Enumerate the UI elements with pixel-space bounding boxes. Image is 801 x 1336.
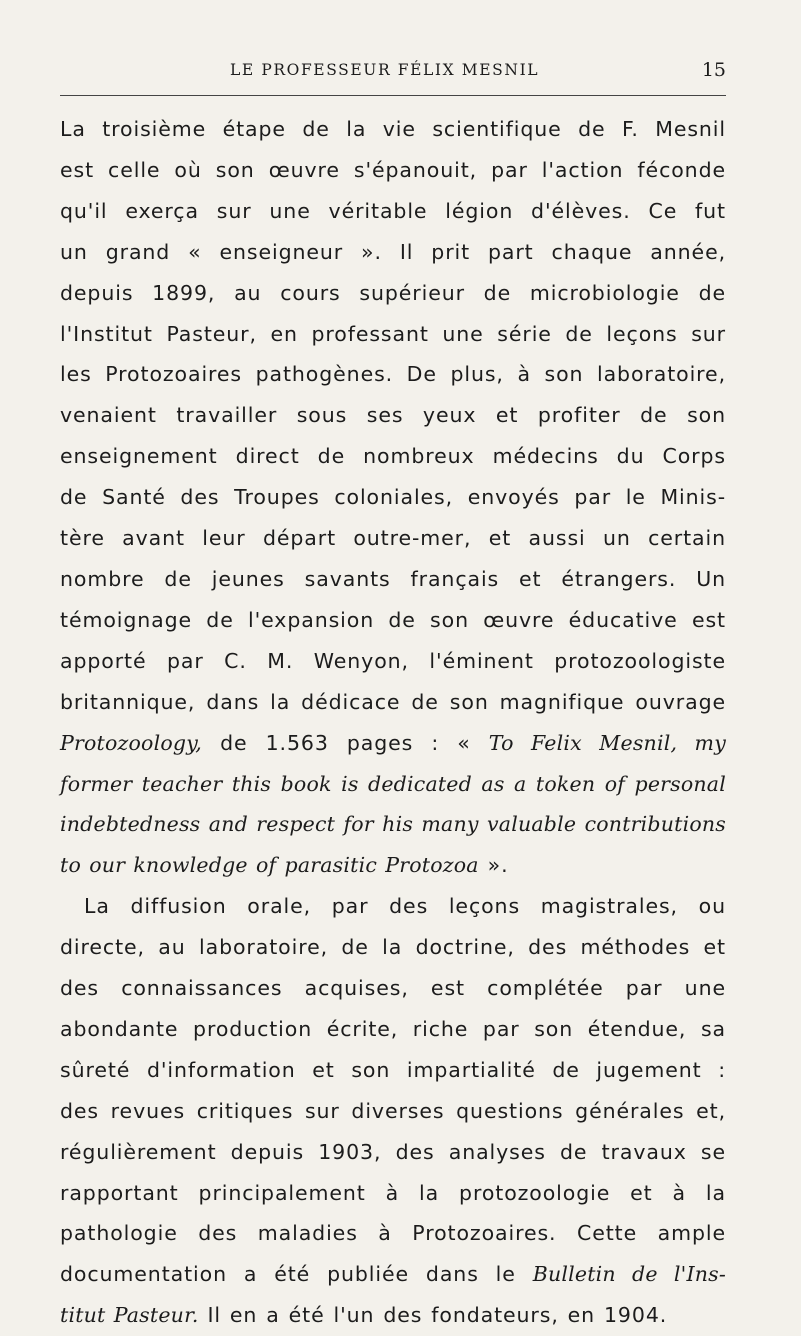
text-line (60, 191, 726, 232)
text-segment: enseignement direct de nombreux médecins du Corps (60, 444, 726, 469)
text-line (60, 927, 726, 968)
text-line (60, 968, 726, 1009)
text-line (60, 395, 726, 436)
text-segment: abondante production écrite, riche par son étendue, sa (60, 1016, 726, 1041)
text-segment: qu'il exerça sur une véritable légion d'élèves. Ce fut (60, 198, 726, 223)
text-segment: pathologie des maladies à Protozoaires. Cette ample (60, 1221, 726, 1246)
text-line (60, 1050, 726, 1091)
italic-segment: indebtedness and respect for his many valuable contributions (60, 812, 726, 837)
text-segment: Il en a été l'un des fondateurs, en 1904. (198, 1303, 668, 1328)
italic-segment: titut Pasteur. (60, 1303, 199, 1328)
text-segment: est celle où son œuvre s'épanouit, par l'action féconde (60, 157, 726, 182)
text-line (60, 559, 726, 600)
page-number: 15 (701, 59, 726, 81)
text-segment: de 1.563 pages : « (202, 730, 489, 755)
text-line (60, 1009, 726, 1050)
text-segment: venaient travailler sous ses yeux et profiter de son (60, 403, 726, 428)
text-segment: sûreté d'information et son impartialité de jugement : (60, 1057, 726, 1082)
text-segment: régulièrement depuis 1903, des analyses de travaux se (60, 1139, 726, 1164)
text-line (60, 1213, 726, 1254)
text-line (60, 764, 726, 805)
text-line (60, 682, 726, 723)
text-line (60, 518, 726, 559)
text-line (60, 804, 726, 845)
text-line (60, 314, 726, 355)
text-line (60, 109, 726, 150)
text-line (60, 477, 726, 518)
text-segment: apporté par C. M. Wenyon, l'éminent protozoologiste (60, 648, 726, 673)
text-segment: La diffusion orale, par des leçons magistrales, ou (84, 894, 726, 919)
text-line (60, 723, 726, 764)
text-line (60, 641, 726, 682)
text-line (60, 1254, 726, 1295)
header-rule (60, 95, 726, 96)
italic-segment: To Felix Mesnil, my (488, 730, 726, 755)
text-segment: des revues critiques sur diverses questions générales et, (60, 1098, 726, 1123)
text-segment: des connaissances acquises, est complétée par une (60, 976, 726, 1001)
text-line (60, 273, 726, 314)
text-line (60, 845, 726, 886)
body-text (60, 109, 726, 1336)
text-line (60, 436, 726, 477)
text-line (60, 1132, 726, 1173)
text-line (60, 354, 726, 395)
text-segment: rapportant principalement à la protozoologie et à la (60, 1180, 726, 1205)
text-line (60, 1173, 726, 1214)
italic-segment: to our knowledge of parasitic Protozoa (60, 853, 479, 878)
text-segment: britannique, dans la dédicace de son magnifique ouvrage (60, 689, 726, 714)
text-segment: documentation a été publiée dans le (60, 1262, 533, 1287)
italic-segment: Protozoology, (60, 730, 202, 755)
text-line (60, 1091, 726, 1132)
text-segment: nombre de jeunes savants français et étrangers. Un (60, 566, 726, 591)
text-segment: ». (478, 853, 509, 878)
text-segment: un grand « enseigneur ». Il prit part chaque année, (60, 239, 726, 264)
italic-segment: Bulletin de l'Ins- (532, 1262, 726, 1287)
page-header (60, 59, 726, 89)
text-segment: l'Institut Pasteur, en professant une série de leçons sur (60, 321, 726, 346)
text-segment: tère avant leur départ outre-mer, et aussi un certain (60, 526, 726, 551)
text-line (60, 150, 726, 191)
italic-segment: former teacher this book is dedicated as a token of personal (60, 771, 726, 796)
text-segment: témoignage de l'expansion de son œuvre éducative est (60, 607, 726, 632)
text-segment: de Santé des Troupes coloniales, envoyés par le Minis- (60, 485, 726, 510)
text-segment: La troisième étape de la vie scientifique de F. Mesnil (60, 117, 726, 141)
text-segment: directe, au laboratoire, de la doctrine, des méthodes et (60, 935, 726, 960)
text-line (60, 1295, 726, 1336)
text-segment: les Protozoaires pathogènes. De plus, à son laboratoire, (60, 362, 726, 387)
text-line (60, 232, 726, 273)
text-line (60, 600, 726, 641)
running-title: LE PROFESSEUR FÉLIX MESNIL (230, 61, 540, 79)
text-segment: depuis 1899, au cours supérieur de microbiologie de (60, 280, 726, 305)
text-line (60, 886, 726, 927)
